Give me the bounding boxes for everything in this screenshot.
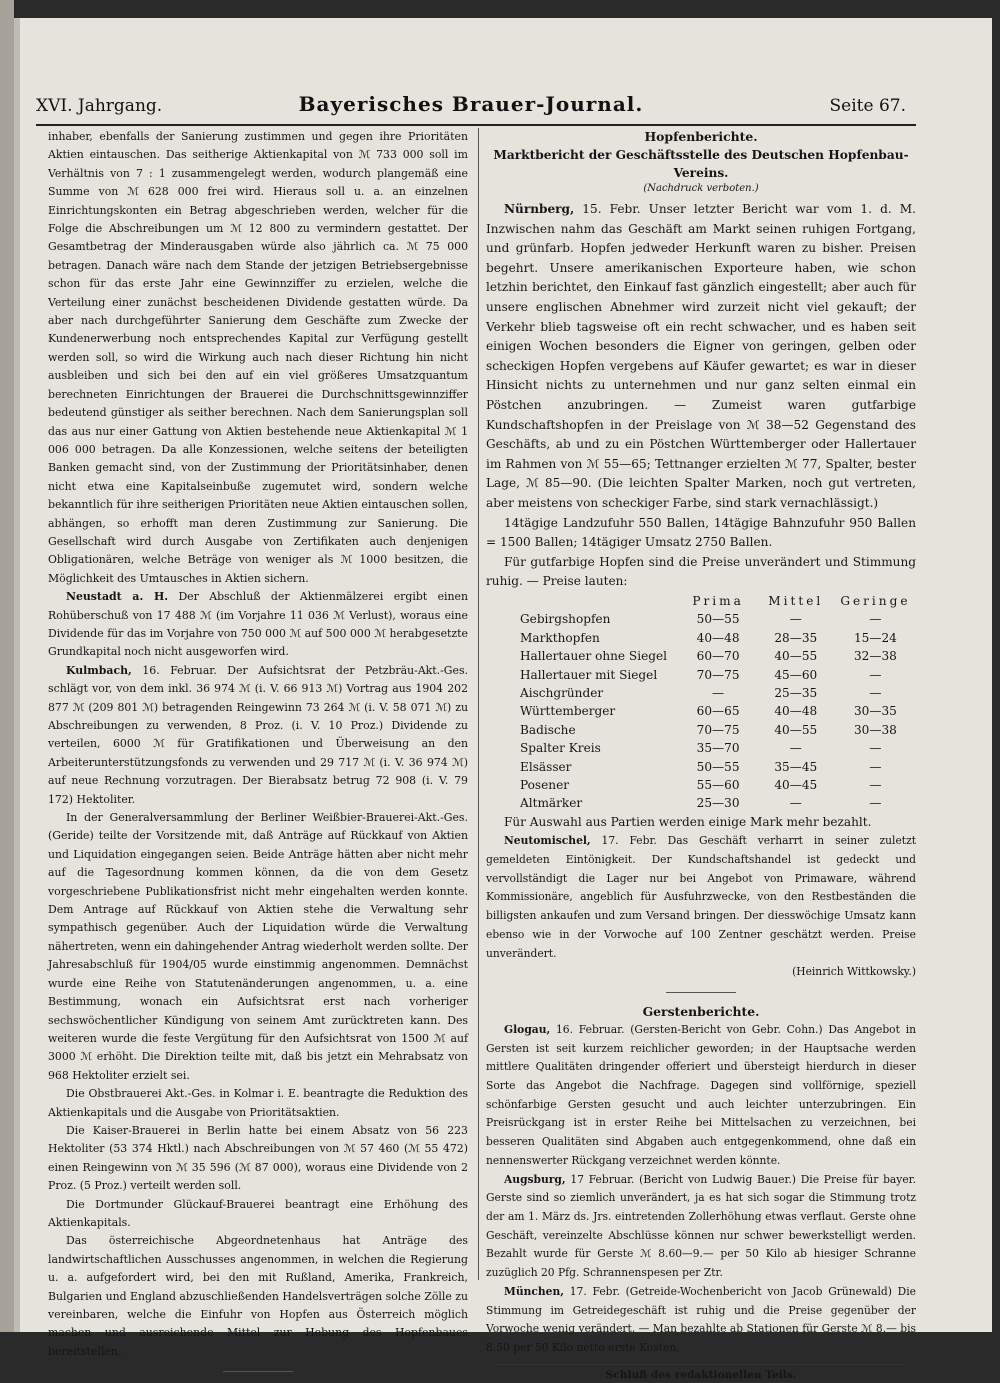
header-rule	[36, 124, 916, 126]
auswahl-note: Für Auswahl aus Partien werden einige Mark mehr bezahlt.	[504, 814, 872, 829]
neutomischel-signature: (Heinrich Wittkowsky.)	[792, 965, 916, 979]
neustadt-text: Der Abschluß der Aktienmälzerei ergibt einen Rohüberschuß von 17 488 ℳ (im Vorjahre 11 036 ℳ Verlust), woraus eine Dividende für das im Vorjahre von 750 000 ℳ auf 500 000 ℳ herabgesetzte Grundkapital noch nicht ausgeworfen wird.	[48, 590, 468, 659]
price-mittel: 40—45	[774, 777, 818, 792]
price-table-header	[486, 592, 916, 610]
price-geringe: —	[869, 759, 882, 774]
kulmbach-location: Kulmbach,	[66, 663, 132, 677]
price-prima: 55—60	[696, 777, 740, 792]
hop-variety: Spalter Kreis	[520, 741, 601, 756]
price-row	[486, 758, 916, 776]
left-column	[48, 128, 468, 1382]
section-rule	[666, 992, 736, 993]
price-geringe: 32—38	[853, 649, 897, 664]
hop-variety: Hallertauer mit Siegel	[520, 667, 658, 682]
glogau-text: 16. Februar. (Gersten-Bericht von Gebr. Cohn.) Das Angebot in Gersten ist seit kurzem reichlicher geworden; in der Hauptsache werden mittlere Qualitäten dringender offeriert und übersteigt hierdurch in dieser Sorte das Angebot die Nachfrage. Dagegen sind vollförnige, speziell schönfarbige Gersten gesucht und auch leichter unterzubringen. Ein Preisrückgang ist in erster Reihe bei Mittelsachen zu verzeichnen, bei besseren Qualitäten sind Abgaben auch entgegenkommend, ohne daß ein nennenswerter Rückgang verzeichnet werden könnte.	[486, 1022, 916, 1167]
price-mittel: 40—55	[774, 722, 818, 737]
journal-title: Bayerisches Brauer-Journal.	[298, 92, 644, 116]
kolmar-report: Die Obstbrauerei Akt.-Ges. in Kolmar i. E. beantragte die Reduktion des Aktienkapitals und die Ausgabe von Prioritätsaktien.	[48, 1087, 468, 1119]
hop-variety: Markthopfen	[520, 630, 600, 645]
end-rule	[223, 1371, 293, 1372]
price-row	[486, 739, 916, 757]
neustadt-report	[48, 588, 468, 662]
kulmbach-text: 16. Februar. Der Aufsichtsrat der Petzbräu-Akt.-Ges. schlägt vor, von dem inkl. 36 974 ℳ (i. V. 66 913 ℳ) Vortrag aus 1904 202 877 ℳ (209 801 ℳ) betragenden Reingewinn 73 264 ℳ (i. V. 58 071 ℳ) zu Abschreibungen zu verwenden, 8 Proz. (i. V. 10 Proz.) Dividende zu verteilen, 6000 ℳ für Gratifikationen und Überweisung an den Arbeiterunterstützungsfonds zu verwenden und 29 717 ℳ (i. V. 36 974 ℳ) auf neue Rechnung vorzutragen. Der Bierabsatz betrug 72 908 (i. V. 79 172) Hektoliter.	[48, 663, 468, 806]
price-mittel: 35—45	[774, 759, 818, 774]
col-mittel: Mittel	[768, 593, 824, 608]
muenchen-report	[486, 1283, 916, 1358]
price-row	[486, 684, 916, 702]
price-geringe: —	[869, 685, 882, 700]
book-spine	[0, 0, 14, 1332]
price-mittel: 28—35	[774, 630, 818, 645]
preise-intro: Für gutfarbige Hopfen sind die Preise unverändert und Stimmung ruhig. — Preise lauten:	[486, 554, 916, 589]
hop-variety: Hallertauer ohne Siegel	[520, 649, 668, 664]
column-divider	[478, 128, 479, 1280]
augsburg-location: Augsburg,	[504, 1172, 566, 1186]
kulmbach-report	[48, 662, 468, 809]
gersten-heading: Gerstenberichte.	[642, 1003, 760, 1019]
neutomischel-location: Neutomischel,	[504, 834, 591, 848]
price-row	[486, 721, 916, 739]
price-mittel: —	[789, 612, 802, 627]
price-row	[486, 666, 916, 684]
sanierung-paragraph: inhaber, ebenfalls der Sanierung zustimmen und gegen ihre Prioritäten Aktien eintauschen. Das seitherige Aktienkapital von ℳ 733 000 soll im Verhältnis von 7 : 1 zusammengelegt werden, wodurch plangemäß eine Summe von ℳ 628 000 frei wird. Hieraus soll u. a. an einzelnen Einrichtungskonten ein Betrag abgeschrieben werden, welcher für die Folge die Abschreibungen um ℳ 12 800 zu vermindern gestattet. Der Gesamtbetrag der Minderausgaben würde also jährlich ca. ℳ 75 000 betragen. Danach wäre nach dem Stande der jetzigen Betriebsergebnisse schon für das erste Jahr eine Gewinnziffer zu erzielen, welche die Verteilung einer zunächst bescheidenen Dividende gestatten würde. Da aber nach durchgeführter Sanierung dem Geschäfte zum Zwecke der Kundenerwerbung noch entsprechendes Kapital zur Verfügung gestellt werden soll, so wird die Wirkung auch nach dieser Richtung hin nicht ausbleiben und sich bei den auf ein viel größeres Umsatzquantum berechneten Einrichtungen der Brauerei die Durchschnittsgewinnziffer bedeutend günstiger als seither berechnen. Nach dem Sanierungsplan soll das aus nur einer Gattung von Aktien bestehende neue Aktienkapital ℳ 1 006 000 betragen. Da alle Konzessionen, welche seitens der beteiligten Banken gemacht sind, von der Zustimmung der Prioritätsinhaber, denen nicht etwa eine Kapitalseinbuße zugemutet wird, sondern welche bekanntlich für ihre seitherigen Prioritäten neue Aktien eintauschen sollen, abhängen, so erhofft man deren Zustimmung zur Sanierung. Die Gesellschaft wird durch Ausgabe von Zertifikaten auch denjenigen Obligationären, welche Beträge von weniger als ℳ 1000 besitzen, die Möglichkeit des Umtausches in Aktien sichern.	[48, 130, 468, 585]
page-header	[36, 92, 906, 122]
nuernberg-text: 15. Febr. Unser letzter Bericht war vom 1. d. M. Inzwischen nahm das Geschäft am Markt seinen ruhigen Fortgang, und grünfarb. Hopfen jedweder Herkunft waren zu bisher. Preisen begehrt. Unsere amerikanischen Exporteure haben, wie schon letzhin berichtet, den Einkauf fast gänzlich eingestellt; aber auch für unsere englischen Abnehmer wird zurzeit nicht viel gekauft; der Verkehr blieb tagsweise oft ein recht schwacher, und es haben seit einigen Wochen besonders die Eigner von geringen, gelben oder scheckigen Hopfen vergebens auf Käufer gewartet; es war in dieser Hinsicht nichts zu unternehmen und nur ganz selten einmal ein Pöstchen anzubringen. — Zumeist waren gutfarbige Kundschaftshopfen in der Preislage von ℳ 38—52 Gegenstand des Geschäfts, ab und zu ein Pöstchen Württemberger oder Hallertauer im Rahmen von ℳ 55—65; Tettnanger erzielten ℳ 77, Spalter, bester Lage, ℳ 85—90. (Die leichten Spalter Marken, noch gut vertreten, aber meistens von scheckiger Farbe, sind stark vernachlässigt.)	[486, 202, 916, 510]
price-mittel: 40—48	[774, 704, 818, 719]
price-prima: 35—70	[696, 741, 740, 756]
price-row	[486, 629, 916, 647]
price-row	[486, 794, 916, 812]
hopfen-heading: Hopfenberichte.	[644, 129, 758, 144]
berlin-weissbier-report: In der Generalversammlung der Berliner Weißbier-Brauerei-Akt.-Ges. (Geride) teilte der Vorsitzende mit, daß Anträge auf Rückkauf von Aktien und Liquidation eingegangen seien. Beide Anträge hätten aber nicht mehr auf die Tagesordnung kommen können, da die von dem Gesetz vorgeschriebene Publikationsfrist nicht mehr eingehalten werden konnte. Dem Antrage auf Rückkauf von Aktien stehe die Verwaltung sehr sympathisch gegenüber. Auch der Liquidation würde die Verwaltung nähertreten, wenn ein dahingehender Antrag wiederholt werden sollte. Der Jahresabschluß für 1904/05 wurde einstimmig angenommen. Demnächst wurde eine Reihe von Statutenänderungen angenommen, u. a. eine Bestimmung, wonach ein Aufsichtsrat erst nach vorheriger sechswöchentlicher Kündigung von seinem Amt zurücktreten kann. Des weiteren wurde die feste Vergütung für den Aufsichtsrat von 1500 ℳ auf 3000 ℳ erhöht. Die Direktion teilte mit, daß bis jetzt ein Mehrabsatz von 968 Hektoliter erzielt sei.	[48, 811, 468, 1082]
nuernberg-location: Nürnberg,	[504, 202, 575, 216]
price-prima: 50—55	[696, 759, 740, 774]
neutomischel-section	[486, 832, 916, 1382]
price-prima: 70—75	[696, 722, 740, 737]
price-row	[486, 776, 916, 794]
glogau-location: Glogau,	[504, 1022, 551, 1036]
right-column	[486, 128, 916, 1383]
price-geringe: 15—24	[853, 630, 897, 645]
augsburg-text: 17 Februar. (Bericht von Ludwig Bauer.) Die Preise für bayer. Gerste sind so ziemlich unverändert, ja es hat sich sogar die Stimmung trotz der am 1. März ds. Jrs. eintretenden Zollerhöhung etwas verflaut. Gerste ohne Geschäft, vereinzelte Abschlüsse können nur schwer bewerkstelligt werden. Bezahlt wurde für Gerste ℳ 8.60—9.— per 50 Kilo ab hiesiger Schranne zuzüglich 20 Pfg. Schrannenspesen per Ztr.	[486, 1172, 916, 1280]
price-row	[486, 702, 916, 720]
price-table-body	[486, 610, 916, 812]
page-number: Seite 67.	[829, 96, 906, 116]
oesterreich-report: Das österreichische Abgeordnetenhaus hat Anträge des landwirtschaftlichen Ausschusses angenommen, in welchen die Regierung u. a. aufgefordert wird, bei den mit Rußland, Amerika, Frankreich, Bulgarien und England abzuschließenden Handelsverträgen solche Zölle zu vereinbaren, welche die Einfuhr von Hopfen aus Österreich möglich machen und ausreichende Mittel zur Hebung des Hopfenbaues bereitstellen.	[48, 1234, 469, 1358]
price-prima: 60—65	[696, 704, 740, 719]
price-prima: 25—30	[696, 796, 740, 811]
hopfen-subheading: Marktbericht der Geschäftsstelle des Deutschen Hopfenbau-Vereins.	[493, 148, 909, 180]
zufuhr-paragraph: 14tägige Landzufuhr 550 Ballen, 14tägige Bahnzufuhr 950 Ballen = 1500 Ballen; 14tägiger Umsatz 2750 Ballen.	[486, 515, 916, 550]
hop-variety: Altmärker	[520, 796, 583, 811]
col-prima: Prima	[692, 593, 744, 608]
price-row	[486, 610, 916, 628]
hop-variety: Elsässer	[520, 759, 572, 774]
nuernberg-report	[486, 200, 916, 514]
price-prima: 40—48	[696, 630, 740, 645]
hop-variety: Badische	[520, 722, 576, 737]
hop-variety: Gebirgshopfen	[520, 612, 611, 627]
price-mittel: 45—60	[774, 667, 818, 682]
price-prima: 70—75	[696, 667, 740, 682]
price-mittel: 25—35	[774, 685, 818, 700]
hop-price-table	[486, 592, 916, 813]
price-geringe: 30—35	[853, 704, 897, 719]
col-geringe: Geringe	[840, 593, 911, 608]
dortmund-report: Die Dortmunder Glückauf-Brauerei beantragt eine Erhöhung des Aktienkapitals.	[48, 1197, 468, 1229]
hop-variety: Posener	[520, 777, 570, 792]
hop-variety: Aischgründer	[520, 685, 604, 700]
price-geringe: 30—38	[853, 722, 897, 737]
hop-variety: Württemberger	[520, 704, 616, 719]
price-geringe: —	[869, 667, 882, 682]
augsburg-report	[486, 1171, 916, 1283]
price-geringe: —	[869, 796, 882, 811]
price-mittel: 40—55	[774, 649, 818, 664]
neutomischel-text: 17. Febr. Das Geschäft verharrt in seiner zuletzt gemeldeten Eintönigkeit. Der Kundschaftshandel ist gedeckt und vervollständigt die Lager nur bei Angebot von Primaware, während Kommissionäre, angeblich für Ausfuhrzwecke, von den Restbeständen die billigsten ankaufen und zum Versand bringen. Der diesswöchige Umsatz kann ebenso wie in der Vorwoche auf 100 Zentner geschätzt werden. Preise unverändert.	[486, 834, 916, 960]
price-mittel: —	[789, 796, 802, 811]
price-row	[486, 647, 916, 665]
hopfen-section	[486, 128, 916, 832]
volume-label: XVI. Jahrgang.	[36, 96, 163, 116]
muenchen-text: 17. Febr. (Getreide-Wochenbericht von Jacob Grünewald) Die Stimmung im Getreidegeschäft ist ruhig und die Preise gegenüber der Vorwoche wenig verändert. — Man bezahlte ab Stationen für Gerste ℳ 8.— bis 8.50 per 50 Kilo netto erste Kosten.	[486, 1284, 916, 1354]
kaiser-brauerei-report: Die Kaiser-Brauerei in Berlin hatte bei einem Absatz von 56 223 Hektoliter (53 374 Hktl.) nach Abschreibungen von ℳ 57 460 (ℳ 55 472) einen Reingewinn von ℳ 35 596 (ℳ 87 000), woraus eine Dividende von 2 Proz. (5 Proz.) verteilt werden soll.	[48, 1123, 468, 1193]
reprint-note: (Nachdruck verboten.)	[643, 183, 759, 194]
price-geringe: —	[869, 612, 882, 627]
price-mittel: —	[789, 741, 802, 756]
muenchen-location: München,	[504, 1284, 564, 1298]
neutomischel-report	[486, 832, 916, 963]
closing-rule	[496, 1364, 906, 1365]
editorial-end-note: Schluß des redaktionellen Teils.	[605, 1368, 797, 1381]
glogau-report	[486, 1021, 916, 1171]
neustadt-location: Neustadt a. H.	[66, 590, 169, 604]
price-geringe: —	[869, 741, 882, 756]
price-prima: —	[712, 685, 725, 700]
price-geringe: —	[869, 777, 882, 792]
price-prima: 50—55	[696, 612, 740, 627]
price-prima: 60—70	[696, 649, 740, 664]
